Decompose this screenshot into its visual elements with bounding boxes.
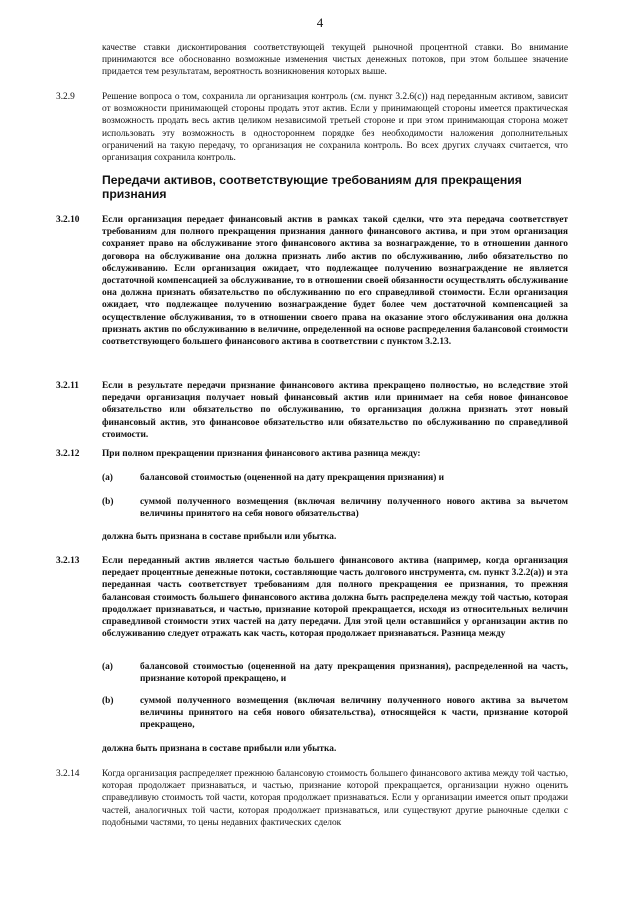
item-3-2-12-a [56, 472, 568, 484]
paragraph-text: Если переданный актив является частью большего финансового актива (например, когда организация передает процентные денежные потоки, составляющие часть долгового инструмента, см. пункт 3.2.2(a)) и эта переданная часть соответствует требованиям для полного прекращения ее признания, то прежняя балансовая стоимость большего финансового актива должна быть распределена между той частью, которая продолжает признаваться, и частью, признание которой прекращается, исходя из относительных величин справедливой стоимости этих частей на дату передачи. Для этой цели оставшийся у организации актив по обслуживанию следует отражать как часть, которая продолжает признаваться. Разница между [102, 556, 568, 640]
paragraph-number: 3.2.10 [56, 215, 80, 225]
paragraph-3-2-12 [56, 448, 568, 460]
closing-3-2-13 [56, 743, 568, 755]
item-3-2-13-a [56, 661, 568, 685]
closing-3-2-12 [56, 531, 568, 543]
continuation-text: качестве ставки дисконтирования соответствующей текущей рыночной процентной ставки. Во внимание принимаются все обоснованно возможные изменения чистых денежных потоков, при этом большее значение придается тем результатам, вероятность возникновения которых выше. [102, 43, 568, 78]
item-text: суммой полученного возмещения (включая величину полученного нового актива за вычетом величины принятого на себя нового обязательства) [140, 497, 568, 520]
paragraph-3-2-11 [56, 380, 568, 441]
closing-text: должна быть признана в составе прибыли или убытка. [102, 744, 337, 754]
item-text: балансовой стоимостью (оцененной на дату прекращения признания) и [140, 473, 445, 483]
paragraph-number: 3.2.14 [56, 769, 80, 779]
section-heading: Передачи активов, соответствующие требованиям для прекращения признания [102, 173, 522, 201]
item-label: (a) [102, 473, 113, 483]
paragraph-3-2-9 [56, 91, 568, 164]
closing-text: должна быть признана в составе прибыли или убытка. [102, 532, 337, 542]
continuation-paragraph [56, 42, 568, 79]
paragraph-text: Если организация передает финансовый актив в рамках такой сделки, что эта передача соответствует требованиям для полного прекращения признания данного финансового актива, и при этом организация сохраняет право на обслуживание этого финансового актива за вознаграждение, то в отношении данного договора на обслуживание она должна признать либо актив по обслуживанию, либо обязательство по обслуживанию. Если организация ожидает, что подлежащее получению вознаграждение не является достаточной компенсацией за обслуживание, то в отношении своей обязанности осуществлять обслуживание она должна признать обязательство по обслуживанию по его справедливой стоимости. Если организация ожидает, что подлежащее получению вознаграждение будет более чем достаточной компенсацией за осуществление обслуживания, то в отношении своего права на оказание этого обслуживания она должна признать актив по обслуживанию в величине, определенной на основе распределения балансовой стоимости соответствующего большего финансового актива в соответствии с пунктом 3.2.13. [102, 215, 568, 348]
paragraph-3-2-14 [56, 768, 568, 829]
item-text: суммой полученного возмещения (включая величину полученного нового актива за вычетом величины принятого на себя нового обязательства), относящейся к части, признание которой прекращено, [140, 696, 568, 731]
paragraph-intro: При полном прекращении признания финансового актива разница между: [102, 449, 421, 459]
item-label: (b) [102, 696, 114, 706]
item-3-2-13-b [56, 695, 568, 732]
paragraph-3-2-10 [56, 214, 568, 348]
paragraph-3-2-13 [56, 555, 568, 640]
paragraph-text: Если в результате передачи признание финансового актива прекращено полностью, но вследствие этой передачи организация получает новый финансовый актив или принимает на себя новое финансовое обязательство или обязательство по обслуживанию, то организация должна признать этот новый финансовый актив, это финансовое обязательство или обязательство по обслуживанию по справедливой стоимости. [102, 381, 568, 440]
paragraph-text: Решение вопроса о том, сохранила ли организация контроль (см. пункт 3.2.6(с)) над переданным активом, зависит от возможности принимающей стороны продать этот актив. Если у принимающей стороны имеется практическая возможность продать весь актив целиком независимой третьей стороне и при этом принимающая сторона может использовать эту возможность в одностороннем порядке без необходимости наложения дополнительных ограничений на такую передачу, то организация не сохранила контроль. Во всех других случаях считается, что организация сохранила контроль. [102, 92, 568, 164]
paragraph-number: 3.2.9 [56, 92, 75, 102]
item-text: балансовой стоимостью (оцененной на дату прекращения признания), распределенной на часть, признание которой прекращено, и [140, 662, 568, 685]
paragraph-text: Когда организация распределяет прежнюю балансовую стоимость большего финансового актива между той частью, которая продолжает признаваться, и частью, признание которой прекращается, организации нужно оценить справедливую стоимость той части, которая продолжает признаваться. Если у организации имеется опыт продажи частей, аналогичных той части, которая продолжает признаваться, или существуют другие рыночные сделки с подобными частями, то цены недавних фактических сделок [102, 769, 568, 828]
item-label: (a) [102, 662, 113, 672]
paragraph-number: 3.2.13 [56, 556, 80, 566]
paragraph-number: 3.2.11 [56, 381, 79, 391]
page-number: 4 [316, 15, 324, 30]
item-3-2-12-b [56, 496, 568, 520]
item-label: (b) [102, 497, 114, 507]
paragraph-number: 3.2.12 [56, 449, 80, 459]
